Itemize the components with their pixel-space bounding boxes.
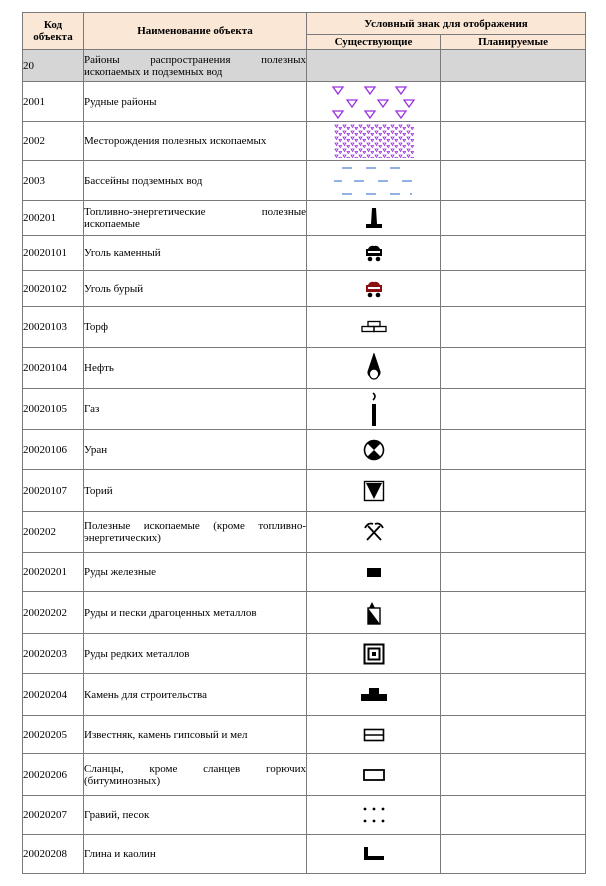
row-name: Торф bbox=[84, 307, 307, 348]
crossed-hammers-icon bbox=[363, 521, 385, 543]
row-code: 20020106 bbox=[23, 430, 84, 470]
symbol-planned bbox=[441, 754, 586, 796]
header-name: Наименование объекта bbox=[84, 13, 307, 50]
row-name: Полезные ископаемые (кроме топливно-энергетических) bbox=[84, 512, 307, 553]
row-name: Камень для строительства bbox=[84, 674, 307, 716]
row-code: 20020204 bbox=[23, 674, 84, 716]
symbol-planned bbox=[441, 674, 586, 716]
clay-icon bbox=[361, 846, 387, 862]
symbol-planned bbox=[441, 307, 586, 348]
table-row bbox=[23, 674, 586, 716]
row-code: 20020206 bbox=[23, 754, 84, 796]
table-row bbox=[23, 835, 586, 874]
table-row bbox=[23, 50, 586, 82]
symbol-planned bbox=[441, 161, 586, 201]
row-name: Месторождения полезных ископаемых bbox=[84, 122, 307, 161]
header-code: Код объекта bbox=[23, 13, 84, 50]
row-name: Глина и каолин bbox=[84, 835, 307, 874]
symbol-planned bbox=[441, 389, 586, 430]
row-code: 20020205 bbox=[23, 716, 84, 754]
row-name: Руды железные bbox=[84, 553, 307, 592]
row-name: Рудные районы bbox=[84, 82, 307, 122]
row-code: 20020208 bbox=[23, 835, 84, 874]
row-code: 20020207 bbox=[23, 796, 84, 835]
row-code: 20020201 bbox=[23, 553, 84, 592]
brown-coal-cart-icon bbox=[363, 279, 385, 299]
row-code: 200201 bbox=[23, 201, 84, 236]
row-name: Торий bbox=[84, 470, 307, 512]
row-code: 20020103 bbox=[23, 307, 84, 348]
row-name: Бассейны подземных вод bbox=[84, 161, 307, 201]
ore-districts-triangles-icon bbox=[330, 85, 418, 119]
row-name: Гравий, песок bbox=[84, 796, 307, 835]
table-row bbox=[23, 307, 586, 348]
row-code: 2003 bbox=[23, 161, 84, 201]
symbol-planned bbox=[441, 50, 586, 82]
symbol-planned bbox=[441, 796, 586, 835]
row-code: 20020101 bbox=[23, 236, 84, 271]
row-code: 20020107 bbox=[23, 470, 84, 512]
symbol-planned bbox=[441, 236, 586, 271]
table-row bbox=[23, 201, 586, 236]
building-stone-icon bbox=[359, 687, 389, 703]
table-row bbox=[23, 716, 586, 754]
row-code: 20020105 bbox=[23, 389, 84, 430]
row-name: Руды редких металлов bbox=[84, 634, 307, 674]
table-row bbox=[23, 348, 586, 389]
symbol-planned bbox=[441, 553, 586, 592]
peat-icon bbox=[360, 320, 388, 334]
coal-cart-icon bbox=[363, 243, 385, 263]
table-row bbox=[23, 82, 586, 122]
gravel-sand-icon bbox=[361, 806, 387, 824]
symbol-planned bbox=[441, 835, 586, 874]
iron-ore-icon bbox=[365, 565, 383, 579]
rare-metals-icon bbox=[363, 643, 385, 665]
oil-drop-icon bbox=[365, 353, 383, 383]
row-name: Сланцы, кроме сланцев горючих (битуминозных) bbox=[84, 754, 307, 796]
table-row bbox=[23, 470, 586, 512]
row-code: 2002 bbox=[23, 122, 84, 161]
header-planned: Планируемые bbox=[441, 35, 586, 50]
symbol-planned bbox=[441, 716, 586, 754]
row-code: 2001 bbox=[23, 82, 84, 122]
header-existing: Существующие bbox=[307, 35, 441, 50]
legend-table bbox=[22, 12, 586, 874]
header-symbol: Условный знак для отображения bbox=[307, 13, 586, 35]
symbol-planned bbox=[441, 271, 586, 307]
table-row bbox=[23, 430, 586, 470]
row-code: 200202 bbox=[23, 512, 84, 553]
symbol-planned bbox=[441, 470, 586, 512]
symbol-planned bbox=[441, 201, 586, 236]
row-code: 20020102 bbox=[23, 271, 84, 307]
table-row bbox=[23, 754, 586, 796]
row-code: 20020104 bbox=[23, 348, 84, 389]
row-name: Уран bbox=[84, 430, 307, 470]
precious-metals-icon bbox=[365, 600, 383, 626]
deposits-dots-icon bbox=[334, 124, 414, 158]
table-row bbox=[23, 271, 586, 307]
symbol-planned bbox=[441, 122, 586, 161]
limestone-icon bbox=[363, 728, 385, 742]
table-row bbox=[23, 161, 586, 201]
symbol-planned bbox=[441, 634, 586, 674]
symbol-existing bbox=[307, 50, 441, 82]
table-row bbox=[23, 389, 586, 430]
row-code: 20020203 bbox=[23, 634, 84, 674]
symbol-planned bbox=[441, 348, 586, 389]
row-code: 20 bbox=[23, 50, 84, 82]
table-row bbox=[23, 122, 586, 161]
table-row bbox=[23, 796, 586, 835]
symbol-planned bbox=[441, 592, 586, 634]
table-row bbox=[23, 634, 586, 674]
gas-flame-icon bbox=[368, 391, 380, 427]
row-name: Газ bbox=[84, 389, 307, 430]
table-row bbox=[23, 512, 586, 553]
row-name: Известняк, камень гипсовый и мел bbox=[84, 716, 307, 754]
symbol-planned bbox=[441, 512, 586, 553]
table-row bbox=[23, 236, 586, 271]
table-row bbox=[23, 553, 586, 592]
table-row bbox=[23, 592, 586, 634]
row-name: Руды и пески драгоценных металлов bbox=[84, 592, 307, 634]
row-name: Уголь каменный bbox=[84, 236, 307, 271]
groundwater-dashes-icon bbox=[334, 165, 414, 197]
thorium-icon bbox=[363, 480, 385, 502]
shale-icon bbox=[362, 768, 386, 782]
symbol-planned bbox=[441, 430, 586, 470]
symbol-planned bbox=[441, 82, 586, 122]
row-code: 20020202 bbox=[23, 592, 84, 634]
row-name: Нефть bbox=[84, 348, 307, 389]
row-name: Топливно-энергетические полезные ископаемые bbox=[84, 201, 307, 236]
fuel-spike-icon bbox=[364, 206, 384, 230]
row-name: Районы распространения полезных ископаемых и подземных вод bbox=[84, 50, 307, 82]
uranium-icon bbox=[363, 439, 385, 461]
row-name: Уголь бурый bbox=[84, 271, 307, 307]
